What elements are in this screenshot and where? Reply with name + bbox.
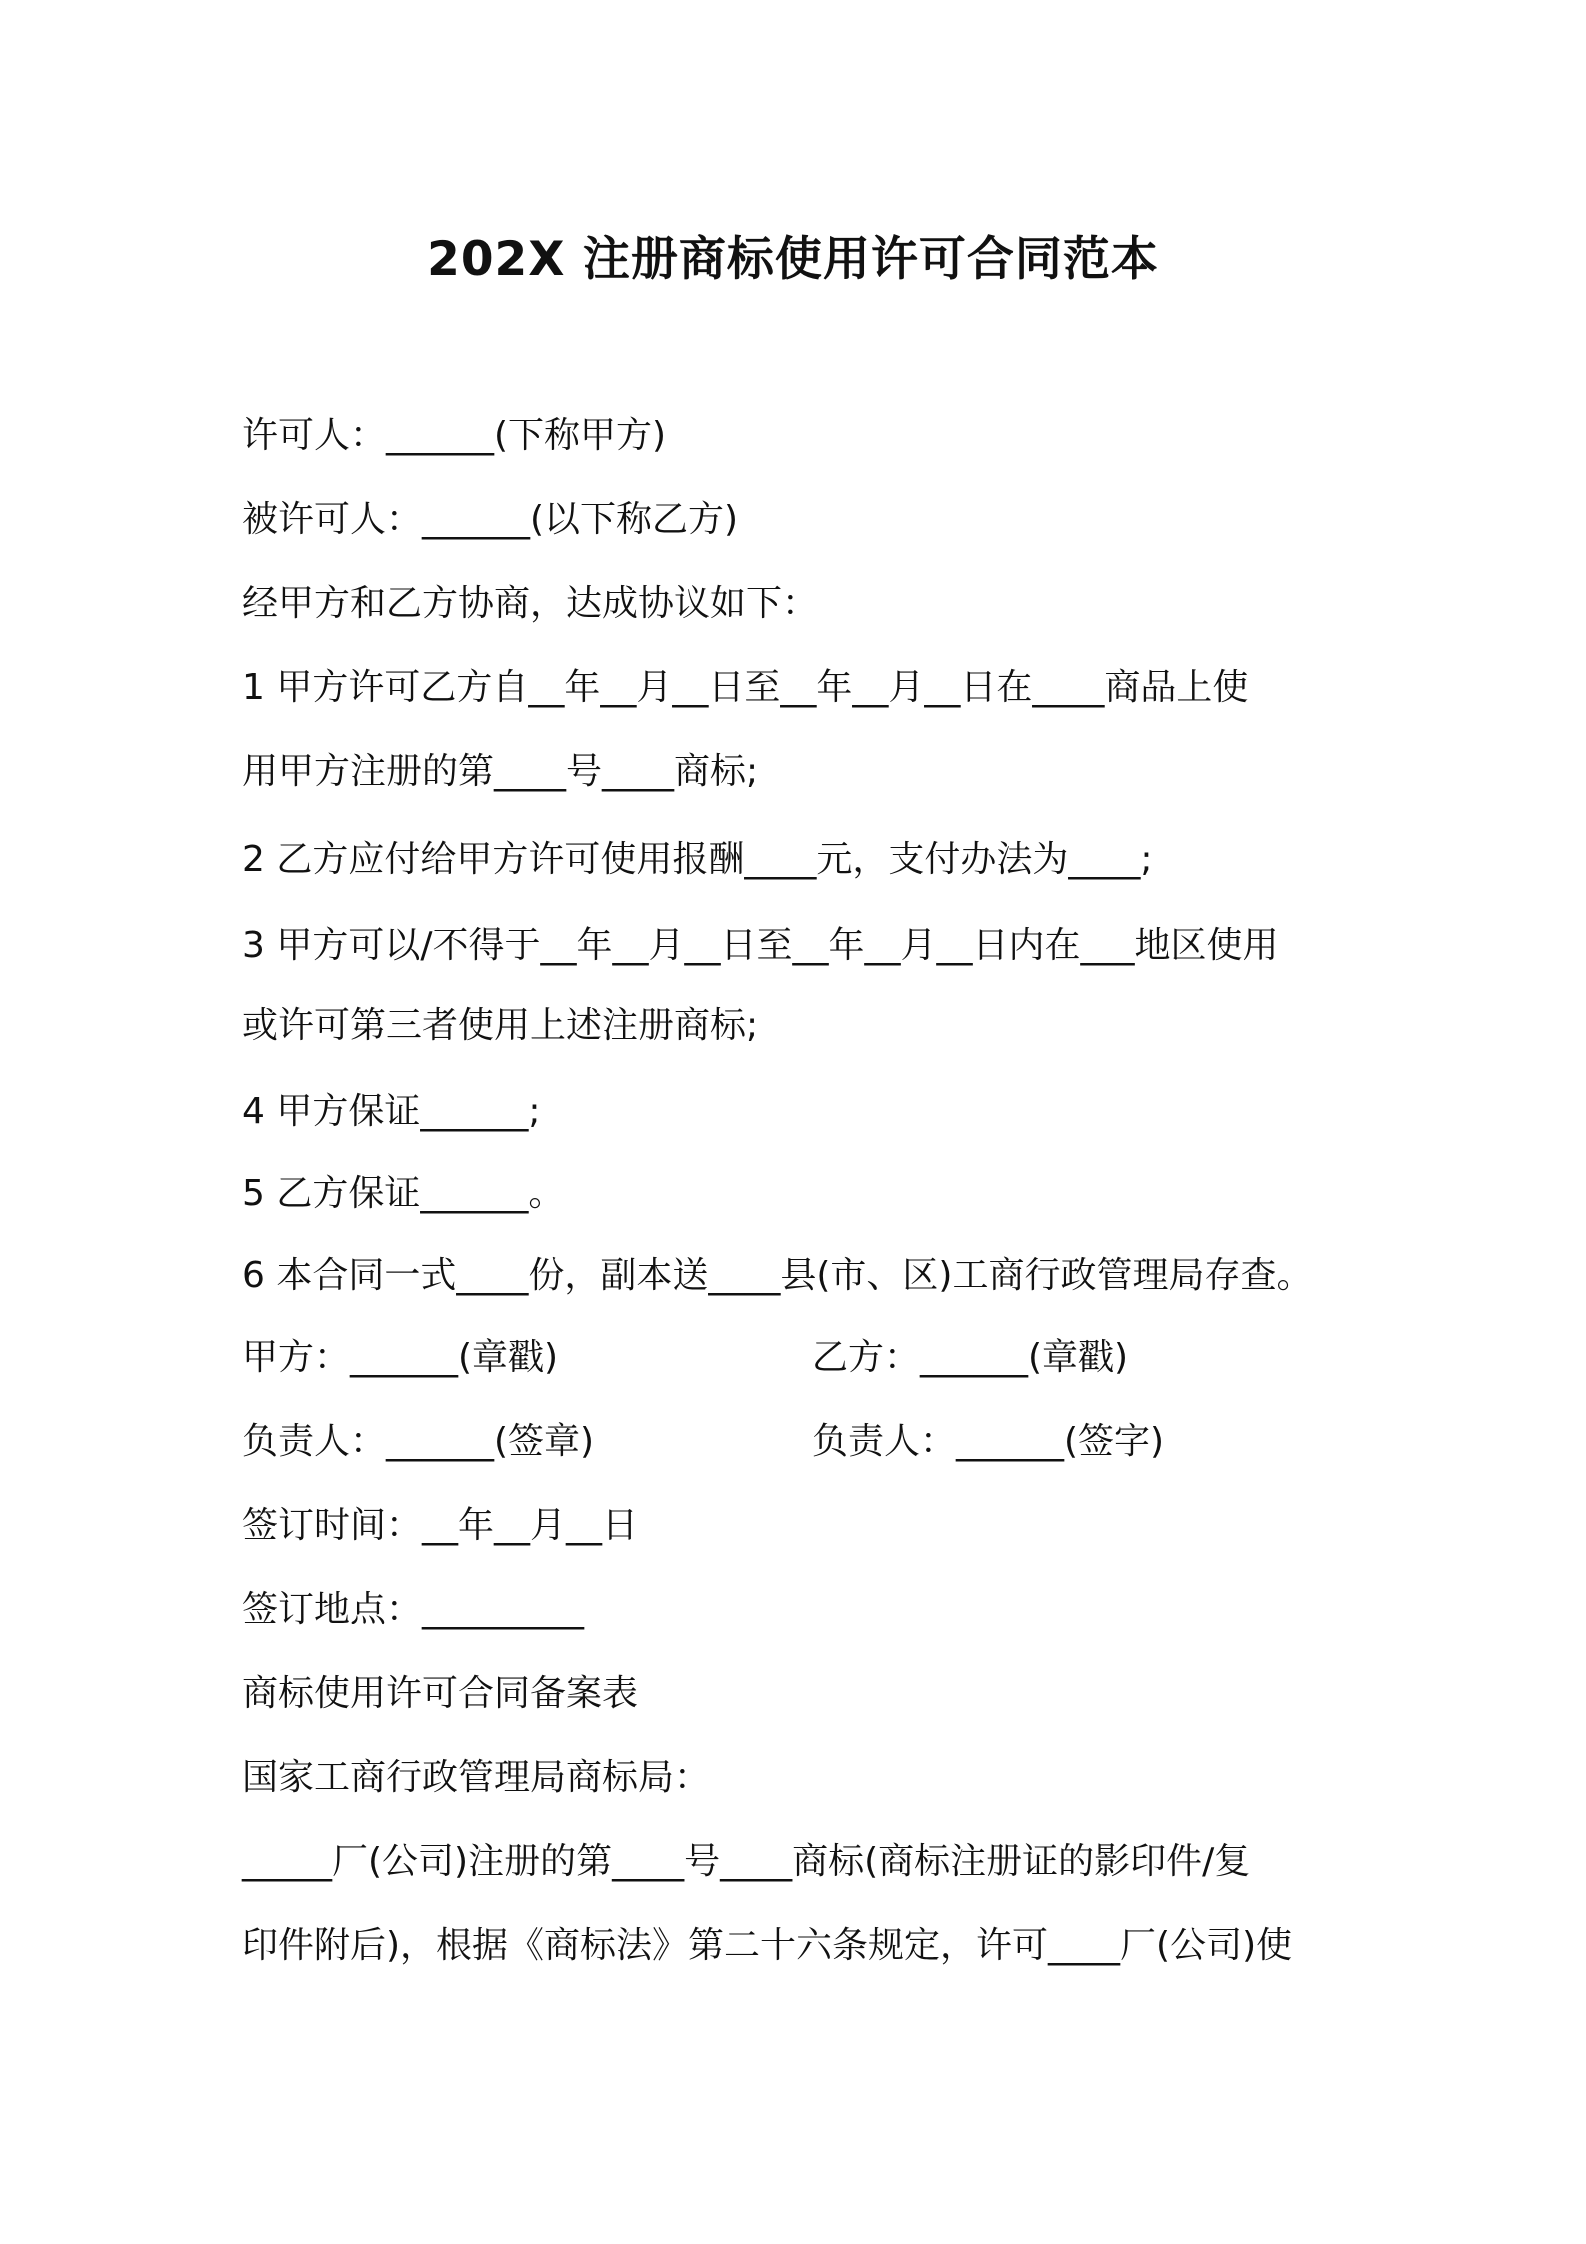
clause-1-line-1: 1 甲方许可乙方自__年__月__日至__年__月__日在____商品上使 [242,667,1249,708]
clause-2: 2 乙方应付给甲方许可使用报酬____元，支付办法为____; [242,839,1153,880]
party-b-seal: 乙方：______(章戳) [812,1337,1129,1378]
clause-5: 5 乙方保证______。 [242,1173,565,1214]
filing-form-title: 商标使用许可合同备案表 [242,1673,639,1714]
filing-addressee: 国家工商行政管理局商标局： [242,1757,711,1798]
filing-body-line-1: _____厂(公司)注册的第____号____商标(商标注册证的影印件/复 [242,1841,1251,1882]
clause-3-line-1: 3 甲方可以/不得于__年__月__日至__年__月__日内在___地区使用 [242,925,1279,966]
party-b-responsible: 负责人：______(签字) [812,1421,1165,1462]
filing-body-line-2: 印件附后)，根据《商标法》第二十六条规定，许可____厂(公司)使 [242,1925,1293,1966]
clause-3-line-2: 或许可第三者使用上述注册商标; [242,1005,759,1046]
party-a-seal: 甲方：______(章戳) [242,1337,559,1378]
clause-4: 4 甲方保证______; [242,1091,541,1132]
party-a-responsible: 负责人：______(签章) [242,1421,595,1462]
licensee-line: 被许可人：______(以下称乙方) [242,499,739,540]
clause-6: 6 本合同一式____份，副本送____县(市、区)工商行政管理局存查。 [242,1255,1313,1296]
sign-place: 签订地点：_________ [242,1589,585,1630]
sign-date: 签订时间：__年__月__日 [242,1505,639,1546]
agreement-intro: 经甲方和乙方协商，达成协议如下： [242,583,819,624]
clause-1-line-2: 用甲方注册的第____号____商标; [242,751,759,792]
document-title: 202X 注册商标使用许可合同范本 [427,232,1159,287]
licensor-line: 许可人：______(下称甲方) [242,415,667,456]
